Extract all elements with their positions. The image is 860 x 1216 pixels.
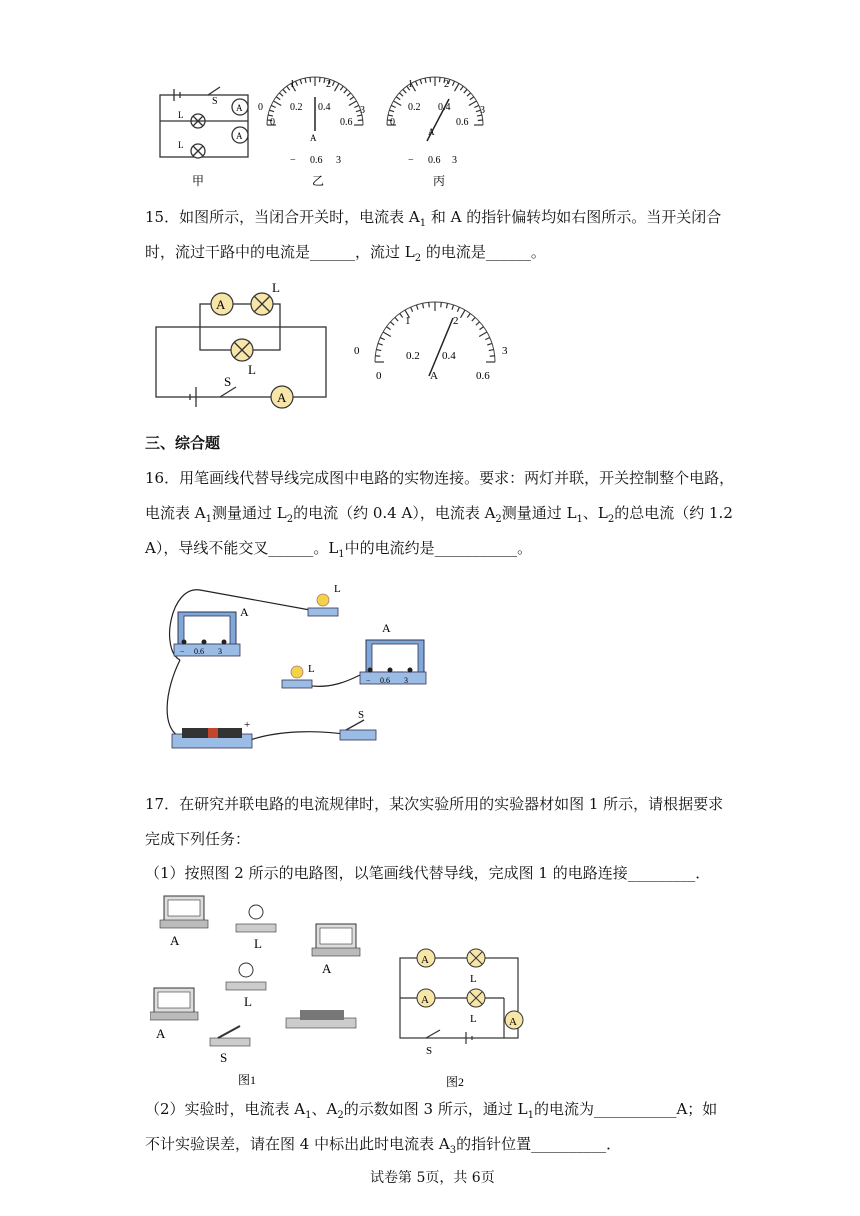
fig1-bulb-l1 <box>236 905 276 932</box>
q16-bulb-l1 <box>308 594 338 616</box>
dial-tick <box>460 86 463 90</box>
dial-tick <box>295 81 297 86</box>
dial-tick <box>273 101 281 106</box>
svg-text:3: 3 <box>502 345 508 357</box>
dial-tick <box>375 356 380 357</box>
yi-name: A <box>310 133 317 143</box>
yi-top2: 2 <box>326 79 331 90</box>
dial-tick <box>467 93 471 96</box>
dial-tick <box>391 105 396 107</box>
page-footer: 试卷第 5页，共 6页 <box>370 1170 495 1186</box>
section-title: 三、综合题 <box>145 434 221 452</box>
svg-text:A: A <box>240 605 249 619</box>
dial-tick <box>439 77 440 82</box>
dial-tick <box>403 89 406 93</box>
svg-text:0: 0 <box>354 345 360 357</box>
svg-text:0.4: 0.4 <box>442 350 456 362</box>
svg-text:A: A <box>322 961 332 976</box>
dial-tick <box>400 313 403 317</box>
dial-tick <box>350 97 354 100</box>
bing-term-06: 0.6 <box>428 155 441 166</box>
svg-text:A: A <box>156 1026 166 1041</box>
svg-text:A: A <box>277 390 287 405</box>
bing-name: A <box>428 127 435 137</box>
svg-text:L: L <box>272 282 280 295</box>
dial-tick <box>452 81 454 86</box>
q16-switch <box>340 720 376 740</box>
yi-t0b: 0 <box>270 117 275 128</box>
q16-line2: 电流表 $A_1$测量通过 $L_2$的电流（约 0.4 A），电流表 $A_2$测量通过 $L_1$、$L_2$的总电流（约 1.2 <box>145 504 733 525</box>
svg-text:0: 0 <box>376 370 382 382</box>
q17-line3: （1）按照图 2 所示的电路图，以笔画线代替导线，完成图 1 的电路连接_________． <box>145 864 711 882</box>
svg-text:0.2: 0.2 <box>406 350 420 362</box>
dial-tick <box>480 327 484 330</box>
dial-tick <box>423 303 424 308</box>
dial-tick <box>340 86 343 90</box>
dial-tick <box>399 93 403 96</box>
dial-tick <box>300 79 302 84</box>
dial-tick <box>380 338 385 340</box>
circuit-jia <box>160 87 248 158</box>
dial-tick <box>276 97 280 100</box>
jia-caption: 甲 <box>192 174 205 188</box>
svg-text:A: A <box>421 994 429 1006</box>
dial-tick <box>393 101 401 106</box>
dial-tick <box>479 332 487 337</box>
yi-t02: 0.2 <box>290 102 303 113</box>
yi-t04: 0.4 <box>318 102 331 113</box>
q15-line2: 时，流过干路中的电流是______，流过 $L_2$ 的电流是______。 <box>145 243 546 264</box>
svg-text:图2: 图2 <box>446 1075 465 1089</box>
q17-line2: 完成下列任务： <box>145 830 251 848</box>
dial-tick <box>441 302 442 307</box>
q17-fig1 <box>150 888 380 1088</box>
q15-figure <box>150 282 530 412</box>
dial-tick <box>416 305 418 310</box>
dial-tick <box>487 343 492 345</box>
dial-tick <box>358 120 363 121</box>
dial-tick <box>383 332 391 337</box>
jia-a2-label: A <box>236 131 243 141</box>
dial-tick <box>455 83 460 91</box>
dial-tick <box>305 78 306 83</box>
q15-line1: 15．如图所示，当闭合开关时，电流表 $A_1$ 和 A 的指针偏转均如右图所示。当开关闭合 <box>145 208 722 229</box>
dial-tick <box>386 327 390 330</box>
svg-text:S: S <box>224 374 232 389</box>
meter-bing <box>387 77 483 141</box>
dial-tick <box>390 322 394 325</box>
yi-t0: 0 <box>258 102 263 113</box>
svg-text:L: L <box>254 936 262 951</box>
jia-s-label: S <box>212 96 218 107</box>
svg-text:A: A <box>382 621 391 635</box>
jia-a1-label: A <box>236 103 243 113</box>
bing-t04: 0.4 <box>438 102 451 113</box>
bing-caption: 丙 <box>433 174 446 188</box>
dial-tick <box>376 350 381 351</box>
dial-tick <box>344 89 347 93</box>
dial-tick <box>430 77 431 82</box>
svg-text:1: 1 <box>405 315 411 327</box>
dial-tick <box>474 105 479 107</box>
svg-text:0.6: 0.6 <box>476 370 490 382</box>
svg-text:3: 3 <box>218 647 222 656</box>
fig1-meter-a2 <box>150 988 198 1020</box>
q14-figure <box>150 75 490 190</box>
dial-tick <box>452 305 454 310</box>
dial-tick <box>478 120 483 121</box>
bing-t3: 3 <box>480 105 485 116</box>
yi-term-06: 0.6 <box>310 155 323 166</box>
bing-t0: 0 <box>390 117 395 128</box>
dial-tick <box>464 89 467 93</box>
svg-text:A: A <box>421 954 429 966</box>
dial-tick <box>389 110 394 112</box>
svg-text:S: S <box>358 709 365 721</box>
dial-tick <box>411 307 413 312</box>
svg-text:+: + <box>244 719 251 731</box>
fig1-meter-a3 <box>312 924 360 956</box>
svg-text:图1: 图1 <box>238 1073 257 1087</box>
svg-text:0.6: 0.6 <box>194 647 204 656</box>
dial-tick <box>283 89 286 93</box>
dial-tick <box>349 101 357 106</box>
jia-l1-label: L <box>178 110 184 120</box>
dial-tick <box>396 97 400 100</box>
q16-line1: 16．用笔画线代替导线完成图中电路的实物连接。要求：两灯并联，开关控制整个电路， <box>145 469 735 487</box>
dial-tick <box>415 81 417 86</box>
q17-line5: 不计实验误差，请在图 4 中标出此时电流表 $A_3$的指针位置__________． <box>145 1135 622 1156</box>
dial-tick <box>457 307 459 312</box>
bing-term-minus: − <box>408 155 414 166</box>
bing-top1: 1 <box>408 79 413 90</box>
dial-tick <box>271 105 276 107</box>
dial-tick <box>489 350 494 351</box>
dial-tick <box>268 115 273 116</box>
svg-text:−: − <box>180 647 185 656</box>
q16-battery <box>172 728 252 748</box>
dial-tick <box>469 101 477 106</box>
svg-text:0.6: 0.6 <box>380 676 390 685</box>
bing-term-3: 3 <box>452 155 457 166</box>
yi-term-3: 3 <box>336 155 341 166</box>
q15-meter <box>375 302 495 376</box>
dial-tick <box>395 317 398 321</box>
svg-text:L: L <box>308 663 315 675</box>
dial-tick <box>335 83 340 91</box>
dial-tick <box>347 93 351 96</box>
dial-tick <box>388 115 393 116</box>
yi-term-minus: − <box>290 155 296 166</box>
dial-tick <box>429 302 430 307</box>
dial-tick <box>332 81 334 86</box>
svg-text:−: − <box>366 676 371 685</box>
dial-tick <box>269 110 274 112</box>
dial-tick <box>476 322 480 325</box>
svg-text:A: A <box>216 297 226 312</box>
dial-tick <box>324 78 325 83</box>
q16-line3: A），导线不能交叉______。$L_1$中的电流约是___________。 <box>145 539 533 560</box>
dial-tick <box>420 79 422 84</box>
dial-tick <box>470 97 474 100</box>
svg-text:L: L <box>470 1013 477 1025</box>
bing-top2: 2 <box>444 79 449 90</box>
yi-caption: 乙 <box>312 174 325 188</box>
dial-tick <box>485 338 490 340</box>
dial-tick <box>310 77 311 82</box>
bing-t06: 0.6 <box>456 117 469 128</box>
svg-text:L: L <box>248 362 256 377</box>
fig1-meter-a1 <box>160 896 208 928</box>
dial-tick <box>425 78 426 83</box>
dial-tick <box>461 310 466 318</box>
svg-text:A: A <box>170 933 180 948</box>
svg-text:3: 3 <box>404 676 408 685</box>
dial-tick <box>490 356 495 357</box>
svg-text:A: A <box>430 370 438 382</box>
q17-line1: 17．在研究并联电路的电流规律时，某次实验所用的实验器材如图 1 所示，请根据要求 <box>145 795 724 813</box>
fig1-bulb-l2 <box>226 963 266 990</box>
svg-text:2: 2 <box>453 315 459 327</box>
dial-tick <box>467 313 470 317</box>
yi-t06: 0.6 <box>340 117 353 128</box>
yi-top1: 1 <box>290 79 295 90</box>
dial-tick <box>354 105 359 107</box>
svg-text:L: L <box>470 973 477 985</box>
q17-fig2 <box>392 940 532 1090</box>
dial-tick <box>472 317 475 321</box>
dial-tick <box>279 93 283 96</box>
fig1-switch <box>210 1026 250 1046</box>
q17-line4: （2）实验时，电流表 $A_1$、$A_2$的示数如图 3 所示，通过 $L_1$的电流为___________A；如 <box>145 1100 718 1121</box>
dial-tick <box>378 343 383 345</box>
svg-text:S: S <box>220 1050 228 1065</box>
svg-text:L: L <box>244 994 252 1009</box>
dial-tick <box>446 303 447 308</box>
bing-t02: 0.2 <box>408 102 421 113</box>
fig1-battery <box>286 1010 356 1028</box>
dial-tick <box>319 77 320 82</box>
yi-t3: 3 <box>360 105 365 116</box>
q16-figure <box>160 580 450 760</box>
jia-l2-label: L <box>178 140 184 150</box>
svg-text:L: L <box>334 583 341 595</box>
svg-text:A: A <box>509 1016 517 1028</box>
svg-text:S: S <box>426 1045 433 1057</box>
